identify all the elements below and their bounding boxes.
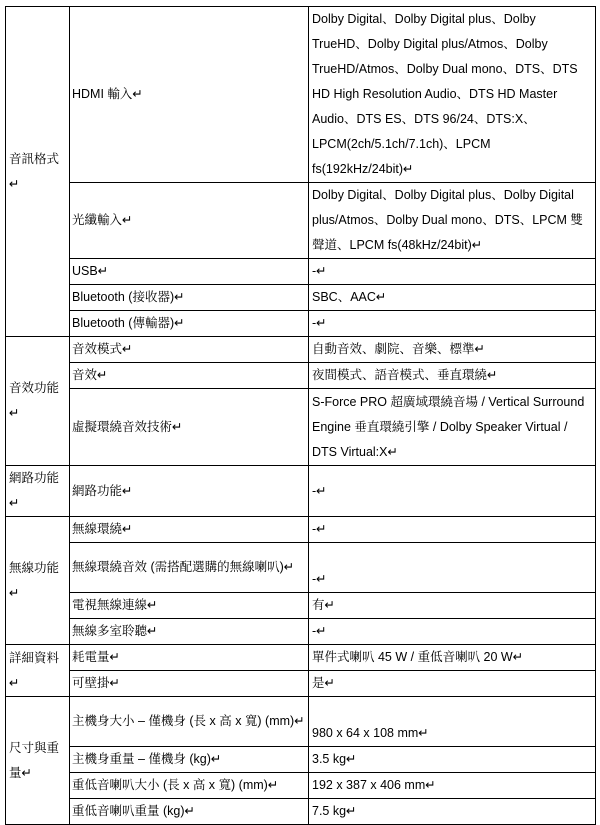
value-cell: 3.5 kg↵ xyxy=(309,747,596,773)
table-row xyxy=(6,645,596,671)
category-cell: 音效功能↵ xyxy=(6,337,70,466)
table-row xyxy=(6,773,596,799)
feature-cell: 耗電量↵ xyxy=(70,645,309,671)
table-row xyxy=(6,697,596,747)
table-row xyxy=(6,337,596,363)
feature-cell: 無線多室聆聽↵ xyxy=(70,619,309,645)
value-cell: 自動音效、劇院、音樂、標準↵ xyxy=(309,337,596,363)
value-cell: 980 x 64 x 108 mm↵ xyxy=(309,697,596,747)
table-row xyxy=(6,671,596,697)
value-cell: SBC、AAC↵ xyxy=(309,285,596,311)
table-row xyxy=(6,285,596,311)
feature-cell: 光纖輸入↵ xyxy=(70,183,309,259)
category-cell: 無線功能↵ xyxy=(6,517,70,645)
table-row xyxy=(6,259,596,285)
table-row xyxy=(6,799,596,825)
feature-cell: 重低音喇叭大小 (長 x 高 x 寬) (mm)↵ xyxy=(70,773,309,799)
table-row xyxy=(6,593,596,619)
value-cell: -↵ xyxy=(309,466,596,517)
table-row xyxy=(6,311,596,337)
value-cell: 是↵ xyxy=(309,671,596,697)
table-row xyxy=(6,363,596,389)
category-cell: 音訊格式↵ xyxy=(6,7,70,337)
feature-cell: Bluetooth (接收器)↵ xyxy=(70,285,309,311)
feature-cell: 音效模式↵ xyxy=(70,337,309,363)
value-cell: -↵ xyxy=(309,259,596,285)
value-cell: -↵ xyxy=(309,311,596,337)
value-cell: -↵ xyxy=(309,543,596,593)
spec-table xyxy=(5,6,596,825)
feature-cell: 電視無線連線↵ xyxy=(70,593,309,619)
table-row xyxy=(6,517,596,543)
feature-cell: 無線環繞音效 (需搭配選購的無線喇叭)↵ xyxy=(70,543,309,593)
table-row xyxy=(6,466,596,517)
table-row xyxy=(6,389,596,466)
category-cell: 尺寸與重量↵ xyxy=(6,697,70,825)
feature-cell: Bluetooth (傳輸器)↵ xyxy=(70,311,309,337)
feature-cell: USB↵ xyxy=(70,259,309,285)
value-cell: 夜間模式、語音模式、垂直環繞↵ xyxy=(309,363,596,389)
feature-cell: HDMI 輸入↵ xyxy=(70,7,309,183)
table-row xyxy=(6,543,596,593)
value-cell: 單件式喇叭 45 W / 重低音喇叭 20 W↵ xyxy=(309,645,596,671)
category-cell: 詳細資料↵ xyxy=(6,645,70,697)
value-cell: 192 x 387 x 406 mm↵ xyxy=(309,773,596,799)
table-row xyxy=(6,619,596,645)
value-cell: -↵ xyxy=(309,517,596,543)
feature-cell: 主機身重量 – 僅機身 (kg)↵ xyxy=(70,747,309,773)
value-cell: -↵ xyxy=(309,619,596,645)
value-cell: Dolby Digital、Dolby Digital plus、Dolby TrueHD、Dolby Digital plus/Atmos、Dolby TrueHD/Atmos、Dolby Dual mono、DTS、DTS HD High Resolution Audio、DTS HD Master Audio、DTS ES、DTS 96/24、DTS:X、LPCM(2ch/5.1ch/7.1ch)、LPCM fs(192kHz/24bit)↵ xyxy=(309,7,596,183)
feature-cell: 網路功能↵ xyxy=(70,466,309,517)
feature-cell: 可壁掛↵ xyxy=(70,671,309,697)
table-row xyxy=(6,183,596,259)
value-cell: 有↵ xyxy=(309,593,596,619)
table-row xyxy=(6,747,596,773)
value-cell: Dolby Digital、Dolby Digital plus、Dolby Digital plus/Atmos、Dolby Dual mono、DTS、LPCM 雙聲道、LPCM fs(48kHz/24bit)↵ xyxy=(309,183,596,259)
value-cell: 7.5 kg↵ xyxy=(309,799,596,825)
feature-cell: 主機身大小 – 僅機身 (長 x 高 x 寬) (mm)↵ xyxy=(70,697,309,747)
feature-cell: 重低音喇叭重量 (kg)↵ xyxy=(70,799,309,825)
value-cell: S-Force PRO 超廣域環繞音場 / Vertical Surround Engine 垂直環繞引擎 / Dolby Speaker Virtual / DTS Virtual:X↵ xyxy=(309,389,596,466)
category-cell: 網路功能↵ xyxy=(6,466,70,517)
feature-cell: 無線環繞↵ xyxy=(70,517,309,543)
feature-cell: 虛擬環繞音效技術↵ xyxy=(70,389,309,466)
table-row xyxy=(6,7,596,183)
feature-cell: 音效↵ xyxy=(70,363,309,389)
